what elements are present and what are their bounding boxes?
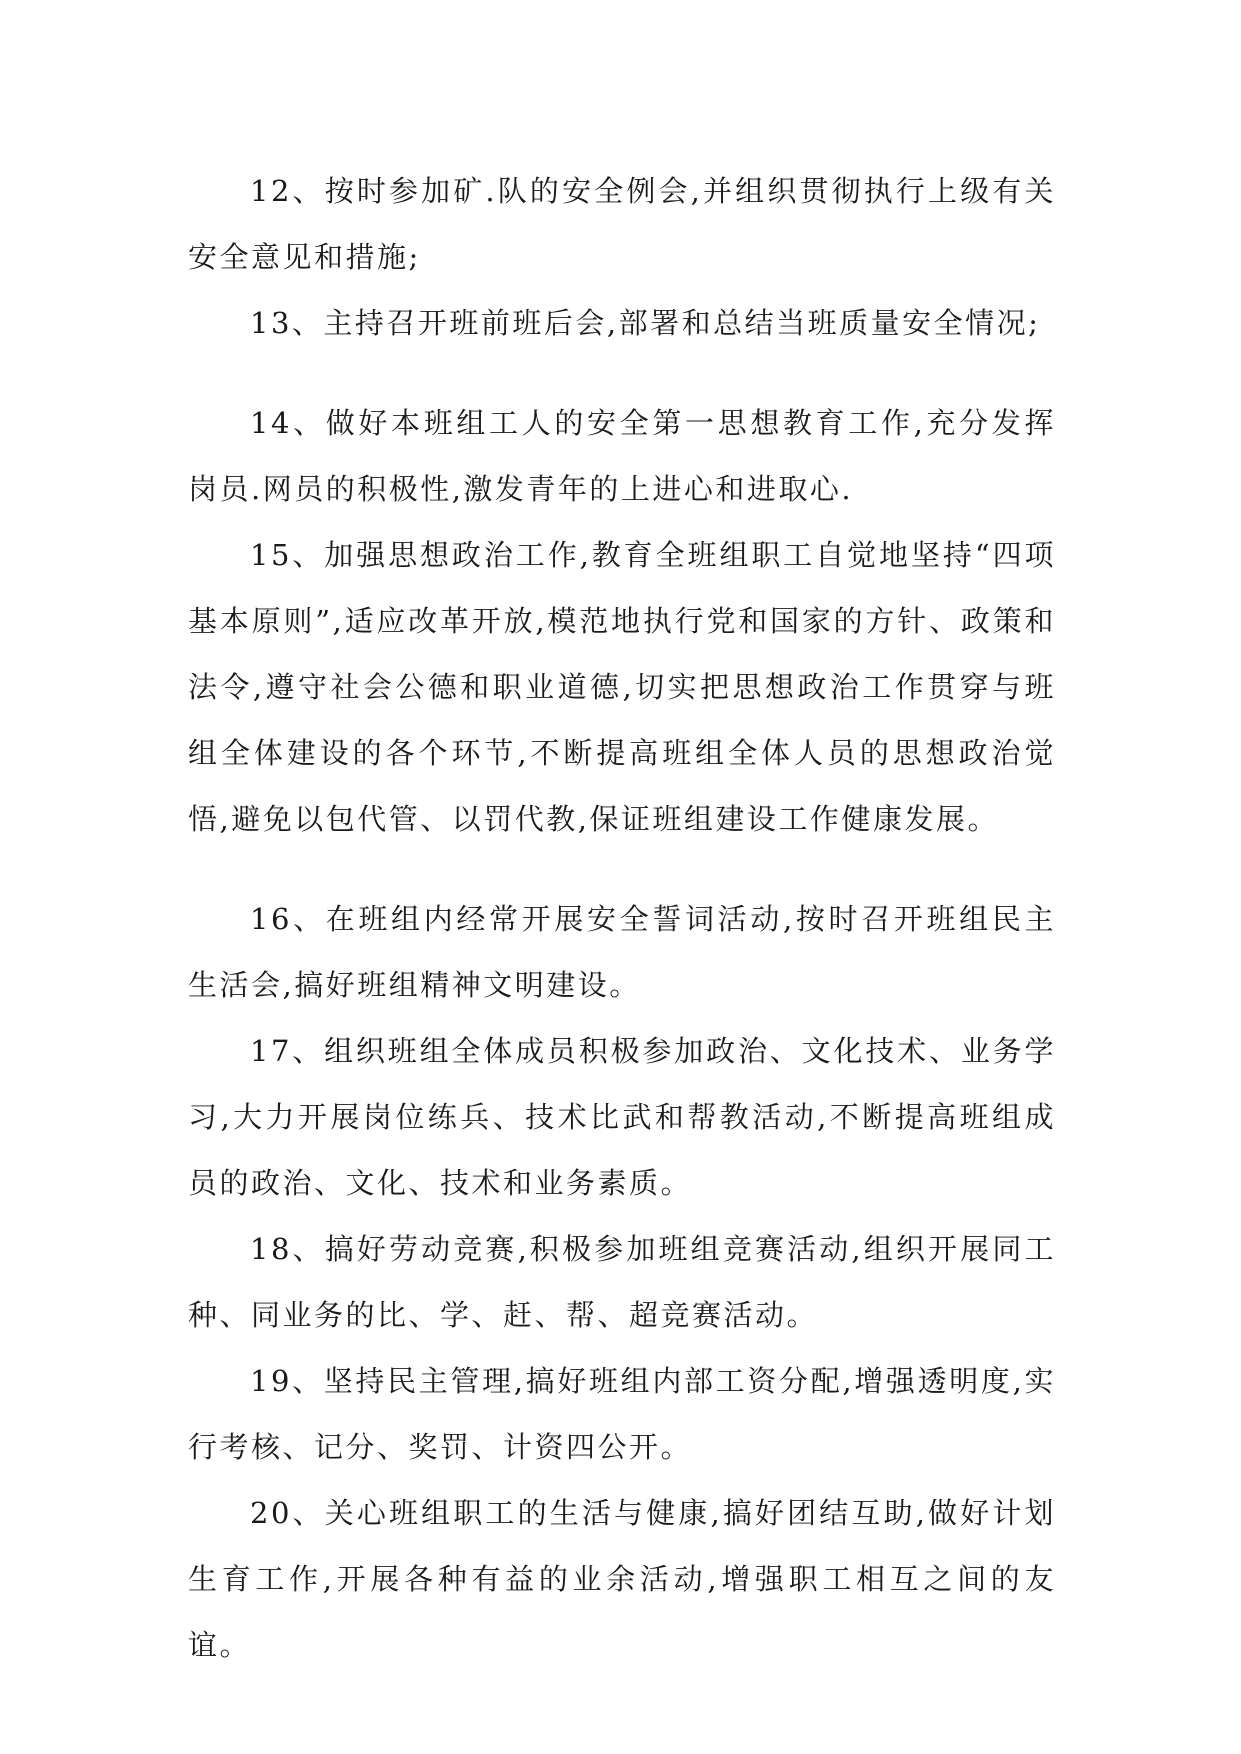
document-body: [188, 158, 1056, 1678]
clause-15: 15、加强思想政治工作,教育全班组职工自觉地坚持“四项基本原则”,适应改革开放,模范地执行党和国家的方针、政策和法令,遵守社会公德和职业道德,切实把思想政治工作贯穿与班组全体建设的各个环节,不断提高班组全体人员的思想政治觉悟,避免以包代管、以罚代教,保证班组建设工作健康发展。: [188, 538, 1056, 836]
clause-18: 18、搞好劳动竞赛,积极参加班组竞赛活动,组织开展同工种、同业务的比、学、赶、帮、超竞赛活动。: [188, 1232, 1056, 1332]
clause-12: 12、按时参加矿.队的安全例会,并组织贯彻执行上级有关安全意见和措施;: [188, 174, 1056, 274]
clause-14: 14、做好本班组工人的安全第一思想教育工作,充分发挥岗员.网员的积极性,激发青年的上进心和进取心.: [188, 406, 1056, 506]
clause-17: 17、组织班组全体成员积极参加政治、文化技术、业务学习,大力开展岗位练兵、技术比武和帮教活动,不断提高班组成员的政治、文化、技术和业务素质。: [188, 1034, 1056, 1200]
clause-16: 16、在班组内经常开展安全誓词活动,按时召开班组民主生活会,搞好班组精神文明建设。: [188, 902, 1056, 1002]
clause-20: 20、关心班组职工的生活与健康,搞好团结互助,做好计划生育工作,开展各种有益的业余活动,增强职工相互之间的友谊。: [188, 1496, 1056, 1662]
clause-19: 19、坚持民主管理,搞好班组内部工资分配,增强透明度,实行考核、记分、奖罚、计资四公开。: [188, 1364, 1056, 1464]
clause-13: 13、主持召开班前班后会,部署和总结当班质量安全情况;: [250, 306, 1041, 340]
